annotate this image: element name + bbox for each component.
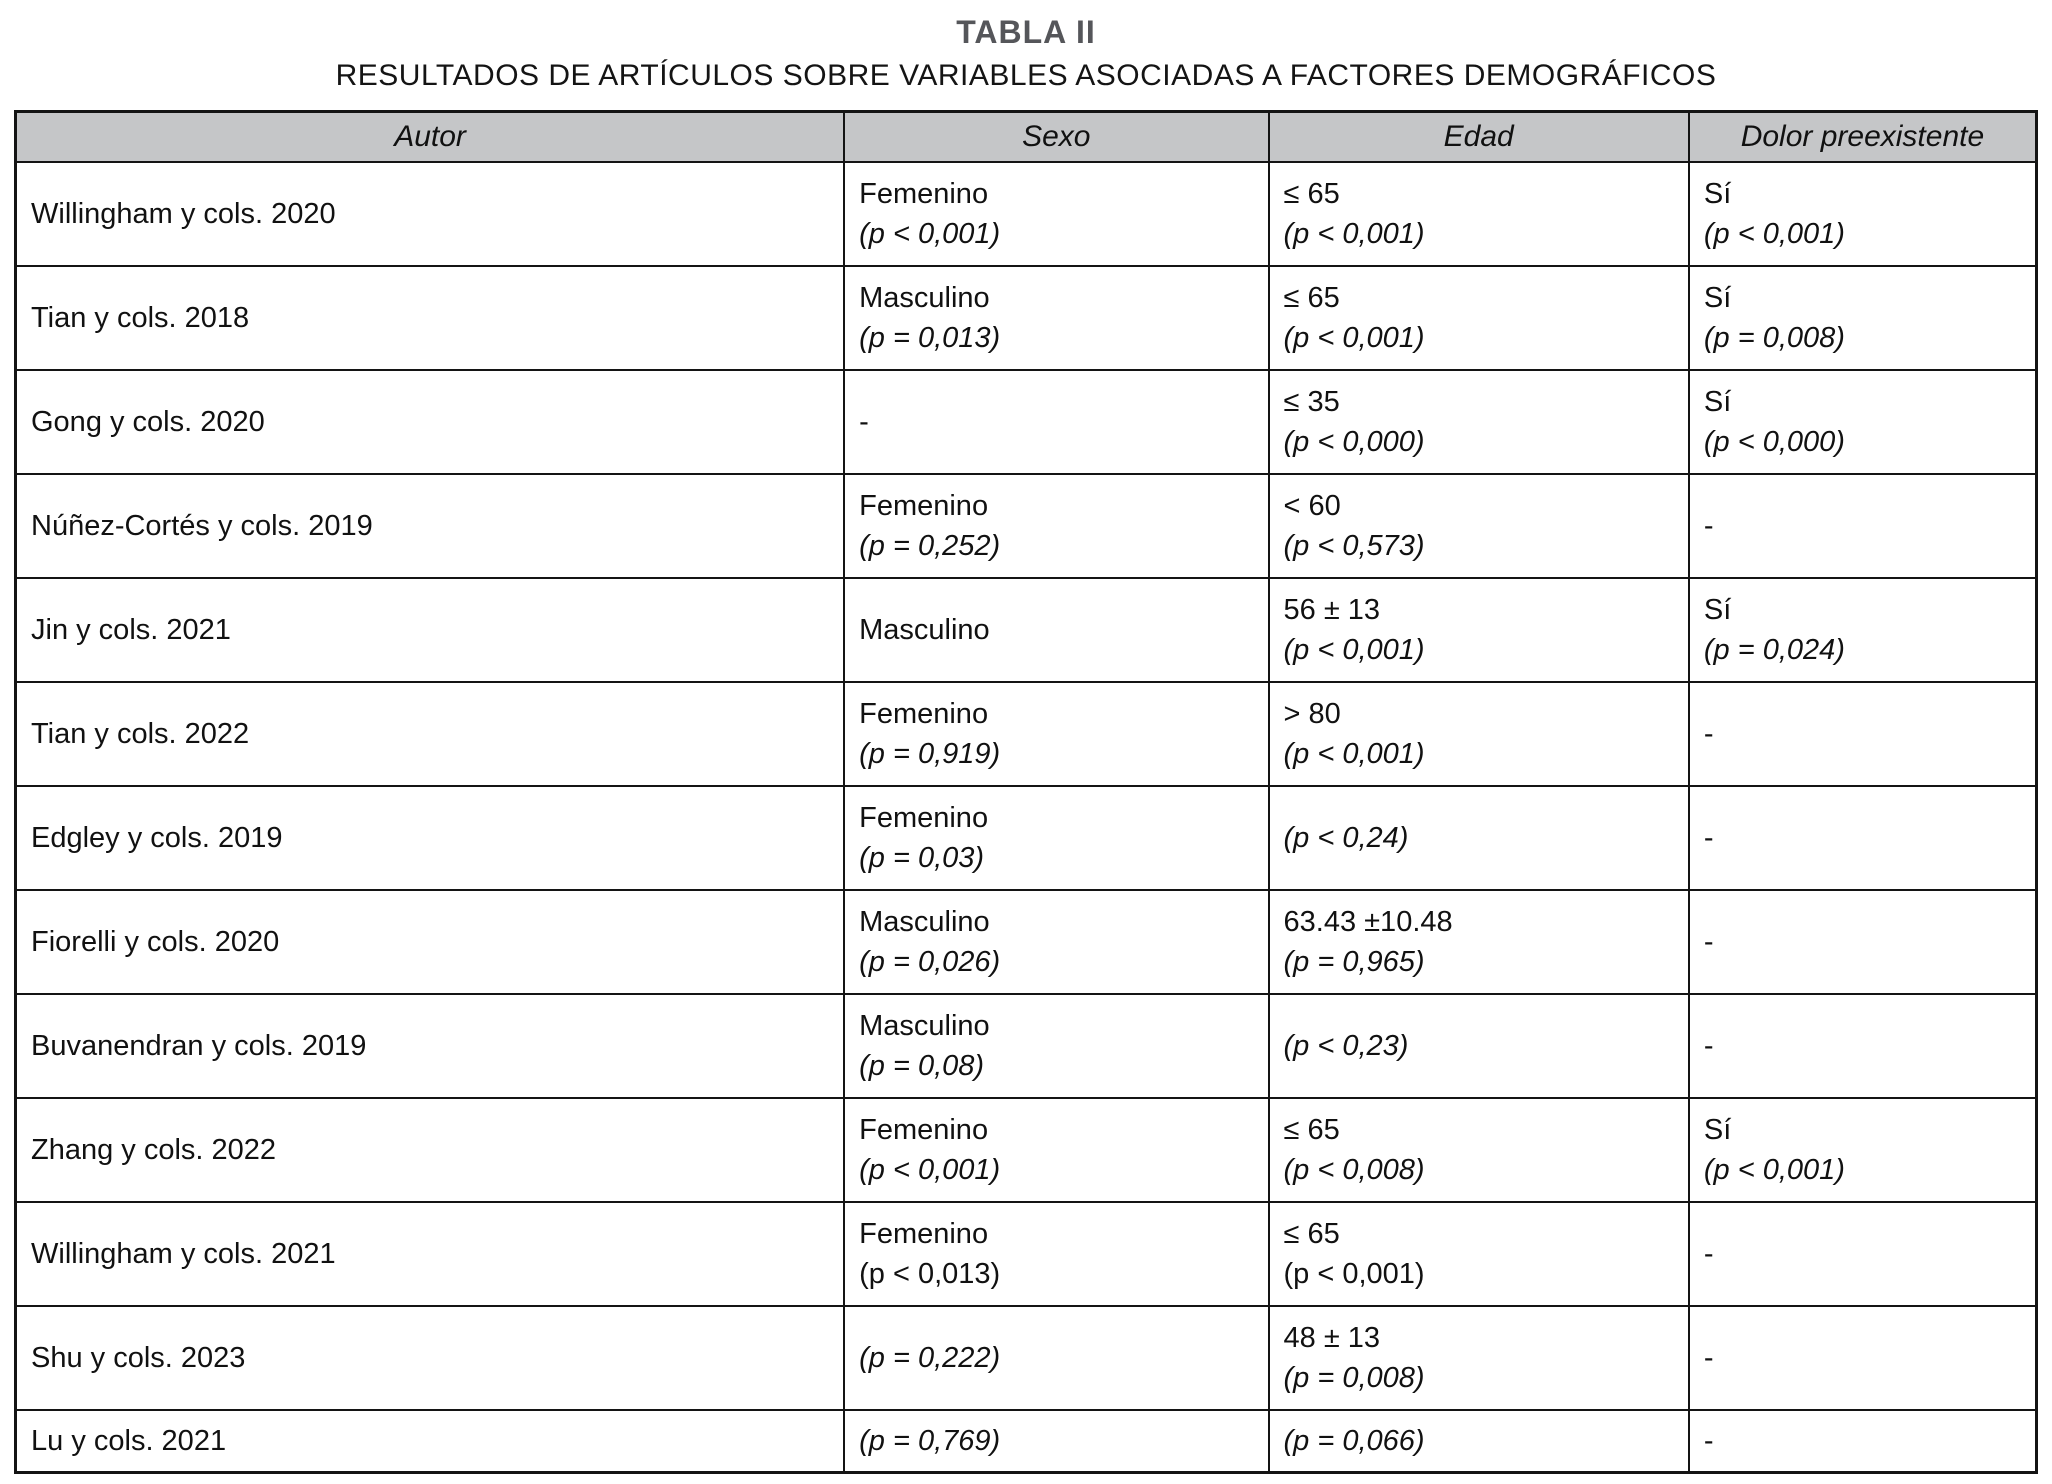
- cell-edad: [1269, 370, 1689, 474]
- cell-sexo: [844, 994, 1268, 1098]
- cell-text: Lu y cols. 2021: [31, 1425, 227, 1457]
- cell-autor: [16, 1098, 845, 1202]
- cell-p-value: (p < 0,008): [1283, 1154, 1425, 1186]
- cell-edad: [1269, 578, 1689, 682]
- cell-main-text: > 80: [1283, 698, 1341, 730]
- cell-main-text: Femenino: [859, 178, 989, 210]
- cell-edad: [1269, 994, 1689, 1098]
- table-row: [16, 162, 2037, 266]
- cell-main-text: Femenino: [859, 698, 989, 730]
- cell-text: Gong y cols. 2020: [31, 406, 265, 438]
- cell-main-text: Femenino: [859, 1114, 989, 1146]
- cell-dolor: [1689, 1202, 2037, 1306]
- cell-main-text: ≤ 65: [1283, 1114, 1340, 1146]
- cell-sexo: [844, 266, 1268, 370]
- cell-text: Shu y cols. 2023: [31, 1342, 246, 1374]
- cell-main-text: ≤ 35: [1283, 386, 1340, 418]
- cell-autor: [16, 786, 845, 890]
- header-edad: Edad: [1269, 112, 1689, 163]
- cell-dolor: [1689, 890, 2037, 994]
- cell-text: -: [1703, 718, 1714, 750]
- cell-text: Jin y cols. 2021: [31, 614, 231, 646]
- cell-p-value: (p < 0,001): [1283, 738, 1425, 770]
- cell-p-value: (p = 0,965): [1283, 946, 1425, 978]
- cell-text: -: [1703, 1425, 1714, 1457]
- cell-main-text: Sí: [1703, 178, 1732, 210]
- cell-p-value: (p < 0,000): [1703, 426, 1845, 458]
- cell-main-text: Masculino: [859, 282, 990, 314]
- table-row: [16, 370, 2037, 474]
- cell-p-value: (p < 0,001): [1283, 322, 1425, 354]
- cell-main-text: Masculino: [859, 614, 990, 646]
- table-row: [16, 1410, 2037, 1473]
- cell-autor: [16, 994, 845, 1098]
- cell-main-text: 63.43 ±10.48: [1283, 906, 1453, 938]
- cell-p-value: (p < 0,001): [1703, 218, 1845, 250]
- cell-autor: [16, 370, 845, 474]
- cell-dolor: [1689, 162, 2037, 266]
- cell-main-text: Sí: [1703, 282, 1732, 314]
- header-row: [16, 112, 2037, 163]
- cell-text: Núñez-Cortés y cols. 2019: [31, 510, 373, 542]
- cell-text: -: [1703, 510, 1714, 542]
- cell-main-text: Femenino: [859, 490, 989, 522]
- cell-sexo: [844, 1098, 1268, 1202]
- table-title: TABLA II: [956, 14, 1096, 50]
- cell-dolor: [1689, 1410, 2037, 1473]
- results-table: [14, 110, 2038, 1474]
- cell-edad: [1269, 474, 1689, 578]
- table-row: [16, 1306, 2037, 1410]
- cell-autor: [16, 890, 845, 994]
- table-row: [16, 266, 2037, 370]
- cell-autor: [16, 682, 845, 786]
- cell-text: Zhang y cols. 2022: [31, 1134, 277, 1166]
- cell-text: Tian y cols. 2018: [31, 302, 250, 334]
- cell-p-value: (p < 0,24): [1283, 822, 1409, 854]
- cell-dolor: [1689, 474, 2037, 578]
- cell-p-value: (p = 0,03): [859, 842, 985, 874]
- cell-p-value: (p < 0,573): [1283, 530, 1425, 562]
- cell-dolor: [1689, 578, 2037, 682]
- cell-sexo: [844, 1306, 1268, 1410]
- cell-sexo: [844, 682, 1268, 786]
- header-sexo: Sexo: [844, 112, 1268, 163]
- cell-edad: [1269, 266, 1689, 370]
- cell-p-value: (p < 0,001): [1703, 1154, 1845, 1186]
- cell-sexo: [844, 578, 1268, 682]
- cell-dolor: [1689, 1098, 2037, 1202]
- cell-p-value: (p = 0,024): [1703, 634, 1845, 666]
- cell-dolor: [1689, 786, 2037, 890]
- cell-p-value: (p = 0,066): [1283, 1425, 1425, 1457]
- table-row: [16, 786, 2037, 890]
- cell-edad: [1269, 1306, 1689, 1410]
- cell-text: -: [1703, 822, 1714, 854]
- cell-text: -: [1703, 1342, 1714, 1374]
- cell-text: -: [1703, 1030, 1714, 1062]
- cell-main-text: Sí: [1703, 386, 1732, 418]
- cell-p-value: (p < 0,23): [1283, 1030, 1409, 1062]
- table-body: [16, 162, 2037, 1473]
- table-row: [16, 994, 2037, 1098]
- cell-autor: [16, 1202, 845, 1306]
- cell-edad: [1269, 162, 1689, 266]
- cell-p-value: (p < 0,001): [1283, 634, 1425, 666]
- cell-edad: [1269, 1098, 1689, 1202]
- cell-p-value: (p < 0,000): [1283, 426, 1425, 458]
- cell-main-text: Sí: [1703, 594, 1732, 626]
- cell-p-value: (p = 0,919): [859, 738, 1001, 770]
- cell-p-value: (p = 0,008): [1283, 1362, 1425, 1394]
- cell-edad: [1269, 1410, 1689, 1473]
- cell-text: Willingham y cols. 2021: [31, 1238, 336, 1270]
- cell-text: Buvanendran y cols. 2019: [31, 1030, 367, 1062]
- cell-text: -: [1703, 926, 1714, 958]
- cell-main-text: Masculino: [859, 906, 990, 938]
- cell-autor: [16, 474, 845, 578]
- cell-p-value: (p < 0,001): [1283, 1258, 1425, 1290]
- cell-autor: [16, 162, 845, 266]
- cell-main-text: Femenino: [859, 802, 989, 834]
- cell-edad: [1269, 890, 1689, 994]
- header-dolor-preexistente: Dolor preexistente: [1689, 112, 2037, 163]
- cell-sexo: [844, 786, 1268, 890]
- cell-sexo: [844, 1410, 1268, 1473]
- cell-dolor: [1689, 1306, 2037, 1410]
- table-row: [16, 890, 2037, 994]
- table-header: [16, 112, 2037, 163]
- cell-main-text: 56 ± 13: [1283, 594, 1381, 626]
- cell-p-value: (p = 0,252): [859, 530, 1001, 562]
- cell-autor: [16, 1410, 845, 1473]
- cell-p-value: (p = 0,013): [859, 322, 1001, 354]
- table-row: [16, 1098, 2037, 1202]
- cell-text: Edgley y cols. 2019: [31, 822, 283, 854]
- cell-main-text: Sí: [1703, 1114, 1732, 1146]
- cell-dolor: [1689, 266, 2037, 370]
- cell-dolor: [1689, 994, 2037, 1098]
- table-row: [16, 1202, 2037, 1306]
- table-row: [16, 682, 2037, 786]
- table-row: [16, 474, 2037, 578]
- cell-main-text: Femenino: [859, 1218, 989, 1250]
- cell-edad: [1269, 786, 1689, 890]
- cell-sexo: [844, 474, 1268, 578]
- cell-p-value: (p = 0,008): [1703, 322, 1845, 354]
- cell-sexo: [844, 1202, 1268, 1306]
- table-row: [16, 578, 2037, 682]
- cell-autor: [16, 1306, 845, 1410]
- cell-p-value: (p < 0,013): [859, 1258, 1001, 1290]
- table-subtitle: RESULTADOS DE ARTÍCULOS SOBRE VARIABLES ASOCIADAS A FACTORES DEMOGRÁFICOS: [335, 59, 1717, 92]
- cell-dolor: [1689, 370, 2037, 474]
- cell-autor: [16, 578, 845, 682]
- cell-p-value: (p < 0,001): [859, 1154, 1001, 1186]
- cell-edad: [1269, 1202, 1689, 1306]
- cell-p-value: (p = 0,026): [859, 946, 1001, 978]
- cell-main-text: ≤ 65: [1283, 178, 1340, 210]
- cell-main-text: Masculino: [859, 1010, 990, 1042]
- cell-p-value: (p = 0,769): [859, 1425, 1001, 1457]
- cell-main-text: 48 ± 13: [1283, 1322, 1381, 1354]
- cell-main-text: ≤ 65: [1283, 282, 1340, 314]
- cell-dolor: [1689, 682, 2037, 786]
- cell-p-value: (p < 0,001): [859, 218, 1001, 250]
- cell-p-value: (p = 0,222): [859, 1342, 1001, 1374]
- cell-main-text: < 60: [1283, 490, 1341, 522]
- cell-text: Fiorelli y cols. 2020: [31, 926, 280, 958]
- cell-p-value: (p = 0,08): [859, 1050, 985, 1082]
- cell-sexo: [844, 890, 1268, 994]
- cell-text: Tian y cols. 2022: [31, 718, 250, 750]
- cell-text: Willingham y cols. 2020: [31, 198, 336, 230]
- header-autor: Autor: [16, 112, 845, 163]
- cell-main-text: ≤ 65: [1283, 1218, 1340, 1250]
- cell-text: -: [859, 406, 869, 438]
- cell-autor: [16, 266, 845, 370]
- cell-sexo: [844, 162, 1268, 266]
- cell-sexo: [844, 370, 1268, 474]
- cell-p-value: (p < 0,001): [1283, 218, 1425, 250]
- cell-text: -: [1703, 1238, 1714, 1270]
- cell-edad: [1269, 682, 1689, 786]
